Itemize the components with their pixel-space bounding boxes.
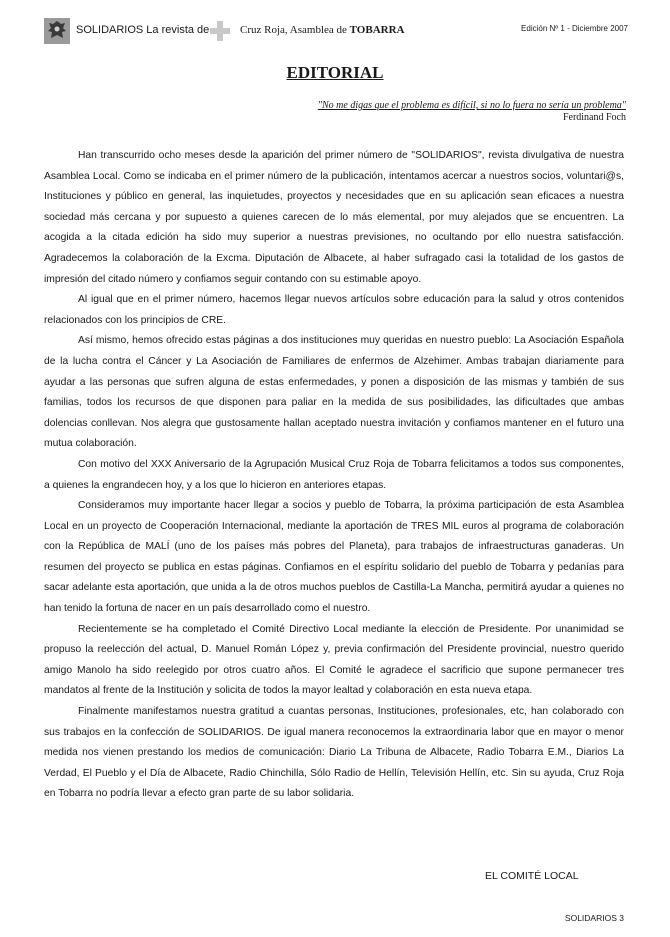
page-title: EDITORIAL [286, 63, 384, 82]
organization-place: TOBARRA [349, 24, 405, 36]
paragraph: Recientemente se ha completado el Comité Directivo Local mediante la elección de Presidente. Por unanimidad se propuso la reelección del actual, D. Manuel Román López y, previa confirmación del Presidente provincial, nuestro querido amigo Manolo ha sido reelegido por otros cuatro años. El Comité le agradece el sacrificio que supone permanecer tres mandatos al frente de la Institución y solicita de todos la mayor lealtad y colaboración en esta nueva etapa. [44, 623, 624, 697]
epigraph-author: Ferdinand Foch [562, 112, 626, 123]
epigraph [318, 100, 626, 123]
magazine-name: SOLIDARIOS La revista de [76, 24, 210, 36]
page-number: 3 [619, 913, 624, 923]
footer-label: SOLIDARIOS [564, 913, 617, 923]
editorial-body [44, 146, 624, 805]
epigraph-text: "No me digas que el problema es difícil, si no lo fuera no sería un problema" [317, 100, 626, 111]
page-header [44, 18, 628, 46]
paragraph: Finalmente manifestamos nuestra gratitud a cuantas personas, Instituciones, profesionales, etc, han colaborado con sus trabajos en la confección de SOLIDARIOS. De igual manera reconocemos la extraordinaria labor que en mayor o menor medida nos vienen prestando los medios de comunicación: Diario La Tribuna de Albacete, Radio Tobarra E.M., Diarios La Verdad, El Pueblo y el Día de Albacete, Radio Chinchilla, Sólo Radio de Hellín, Televisión Hellín, etc. Sin su ayuda, Cruz Roja en Tobarra no podría llevar a efecto gran parte de su labor solidaria. [44, 706, 624, 800]
paragraph: Han transcurrido ocho meses desde la aparición del primer número de "SOLIDARIOS", revista divulgativa de nuestra Asamblea Local. Como se indicaba en el primer número de la publicación, intentamos acercar a nuestros socios, voluntari@s, Instituciones y público en general, las inquietudes, proyectos y necesidades que en su aplicación sean eficaces a nuestra sociedad más cercana y por supuesto a quienes carecen de lo más elemental, por muy alejados que se encuentren. La acogida a la citada edición ha sido muy superior a nuestras previsiones, no ocultando por ello nuestra satisfacción. Agradecemos la colaboración de la Excma. Diputación de Albacete, al haber sufragado casi la totalidad de los gastos de impresión del citado número y confiamos seguir contando con su estimable apoyo. [44, 150, 624, 285]
red-cross-icon [210, 21, 230, 41]
page-footer [565, 913, 624, 923]
paragraph: Así mismo, hemos ofrecido estas páginas a dos instituciones muy queridas en nuestro pueblo: La Asociación Española de la lucha contra el Cáncer y La Asociación de Familiares de enfermos de Alzehimer. Ambas trabajan diariamente para ayudar a las personas que sufren alguna de estas enfermedades, y ponen a disposición de las mismas y también de sus familias, todos los recursos de que disponen para paliar en la medida de sus posibilidades, las dificultades que ambas dolencias conllevan. Nos alegra que gustosamente hallan aceptado nuestra invitación y confiamos mantener en el futuro una mutua colaboración. [44, 335, 624, 450]
paragraph: Al igual que en el primer número, hacemos llegar nuevos artículos sobre educación para la salud y otros contenidos relacionados con los principios de CRE. [44, 294, 624, 326]
paragraph: Consideramos muy importante hacer llegar a socios y pueblo de Tobarra, la próxima participación de esta Asamblea Local en un proyecto de Cooperación Internacional, mediante la aportación de TRES MIL euros al programa de colaboración con la República de MALÍ (uno de los países más pobres del Planeta), para trabajos de infraestructuras ganaderas. Un resumen del proyecto se publica en estas páginas. Confiamos en el espíritu solidario del pueblo de Tobarra y pedanías para sacar adelante esta aportación, que unida a la de otros muchos pueblos de Castilla-La Mancha, permitirá ayudar a quienes no han tenido la fortuna de nacer en un país desarrollado como el nuestro. [44, 500, 624, 615]
paragraph: Con motivo del XXX Aniversario de la Agrupación Musical Cruz Roja de Tobarra felicitamos a todos sus componentes, a quienes la engrandecen hoy, y a los que lo hicieron en anteriores etapas. [44, 458, 624, 491]
edition-info: Edición Nº 1 - Diciembre 2007 [521, 24, 628, 33]
organization-name: Cruz Roja, Asamblea de TOBARRA [240, 24, 405, 36]
coat-of-arms-logo [44, 18, 70, 44]
signature: EL COMITÉ LOCAL [485, 870, 579, 882]
